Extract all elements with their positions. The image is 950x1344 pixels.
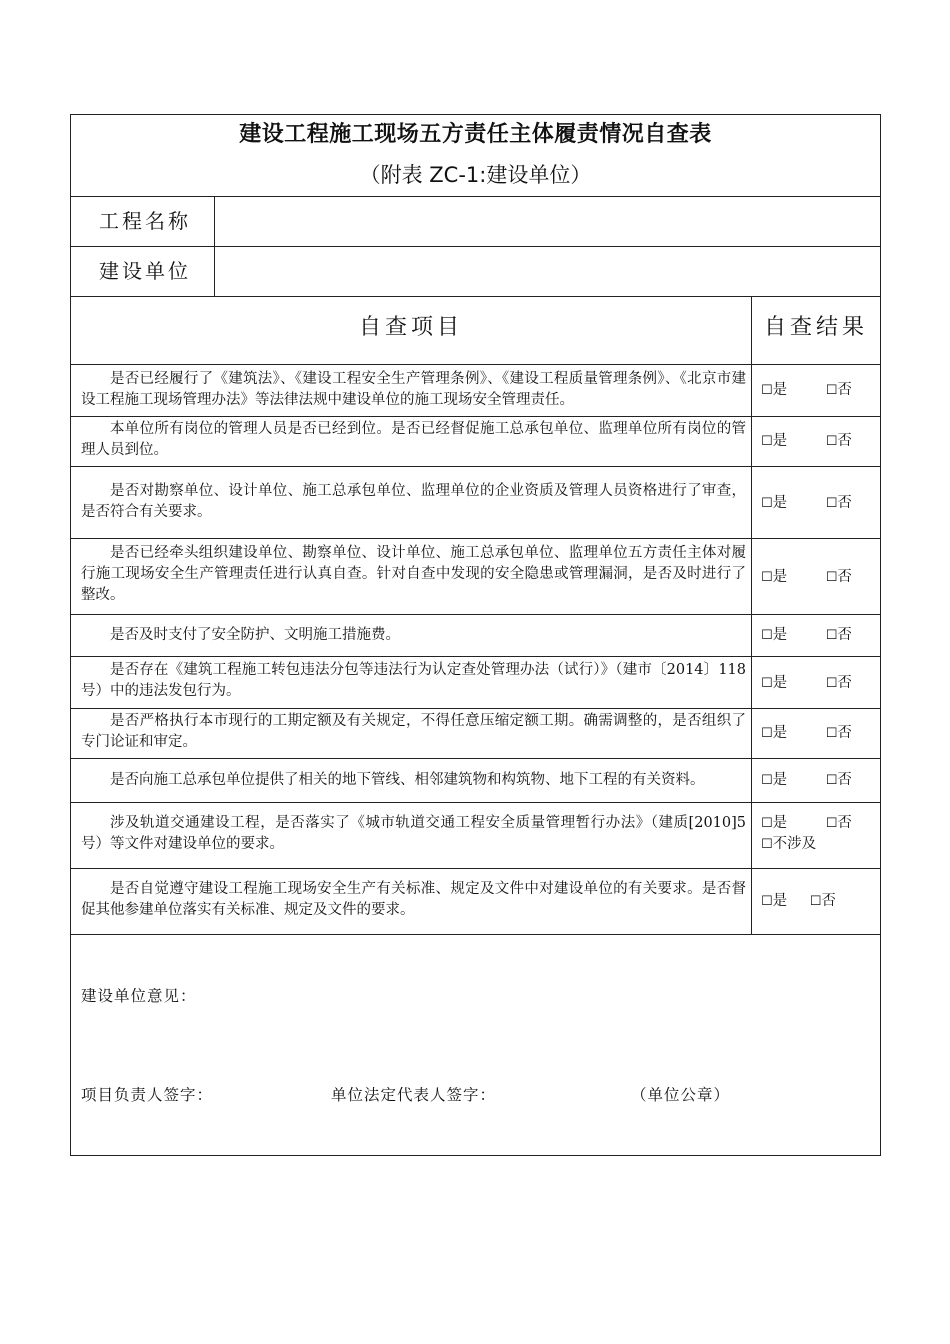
- project-name-label: 工程名称: [99, 209, 191, 233]
- result-cell: [761, 493, 876, 514]
- project-name-field[interactable]: [216, 198, 876, 244]
- no-option[interactable]: ☐否: [826, 380, 852, 401]
- opinion-label: 建设单位意见：: [81, 987, 197, 1005]
- yes-option[interactable]: ☐是: [761, 567, 787, 588]
- result-cell: [761, 891, 876, 912]
- check-item: 是否自觉遵守建设工程施工现场安全生产有关标准、规定及文件中对建设单位的有关要求。是否督促其他参建单位落实有关标准、规定及文件的要求。: [81, 881, 746, 918]
- form-subtitle: （附表 ZC-1:建设单位）: [359, 163, 592, 187]
- check-item: 是否已经履行了《建筑法》、《建设工程安全生产管理条例》、《建设工程质量管理条例》、《北京市建设工程施工现场管理办法》等法律法规中建设单位的施工现场安全管理责任。: [81, 371, 746, 408]
- result-cell: [761, 431, 876, 452]
- check-item: 是否向施工总承包单位提供了相关的地下管线、相邻建筑物和构筑物、地下工程的有关资料。: [110, 772, 705, 788]
- checkbox-icon: ☐: [825, 628, 838, 643]
- no-option[interactable]: ☐否: [810, 891, 836, 912]
- checkbox-icon: ☐: [825, 570, 838, 585]
- checkbox-icon: ☐: [825, 726, 838, 741]
- result-cell: [761, 813, 876, 855]
- result-cell: [761, 770, 876, 791]
- checkbox-icon: ☐: [761, 726, 773, 741]
- result-header: 自查结果: [763, 315, 868, 340]
- yes-option[interactable]: ☐是: [761, 493, 787, 514]
- pm-sign-label: 项目负责人签字：: [81, 1086, 214, 1104]
- result-cell: [761, 673, 876, 694]
- item-header: 自查项目: [358, 315, 463, 340]
- construction-unit-field[interactable]: [216, 248, 876, 294]
- result-cell: [761, 625, 876, 646]
- checkbox-icon: ☐: [809, 894, 822, 909]
- check-item: 是否严格执行本市现行的工期定额及有关规定，不得任意压缩定额工期。确需调整的，是否组织了专门论证和审定。: [81, 713, 746, 750]
- yes-option[interactable]: ☐是: [761, 891, 787, 912]
- yes-option[interactable]: ☐是: [761, 625, 787, 646]
- checkbox-icon: ☐: [761, 773, 773, 788]
- checkbox-icon: ☐: [825, 496, 838, 511]
- checkbox-icon: ☐: [761, 570, 773, 585]
- na-option[interactable]: ☐不涉及: [761, 834, 816, 855]
- no-option[interactable]: ☐否: [826, 431, 852, 452]
- yes-option[interactable]: ☐是: [761, 380, 787, 401]
- legal-rep-sign-label: 单位法定代表人签字：: [331, 1086, 497, 1104]
- check-item: 是否存在《建筑工程施工转包违法分包等违法行为认定查处管理办法（试行）》（建市〔2014〕118号）中的违法发包行为。: [81, 662, 746, 699]
- no-option[interactable]: ☐否: [826, 493, 852, 514]
- seal-label: （单位公章）: [631, 1086, 731, 1104]
- result-cell: [761, 380, 876, 401]
- form-title: 建设工程施工现场五方责任主体履责情况自查表: [239, 122, 712, 147]
- checkbox-icon: ☐: [761, 434, 773, 449]
- yes-option[interactable]: ☐是: [761, 770, 787, 791]
- yes-option[interactable]: ☐是: [761, 813, 787, 834]
- checkbox-icon: ☐: [761, 837, 773, 852]
- self-check-form: [70, 114, 881, 1156]
- check-item: 本单位所有岗位的管理人员是否已经到位。是否已经督促施工总承包单位、监理单位所有岗位的管理人员到位。: [81, 421, 746, 458]
- check-item: 涉及轨道交通建设工程，是否落实了《城市轨道交通工程安全质量管理暂行办法》（建质[2010]5号）等文件对建设单位的要求。: [81, 815, 746, 852]
- no-option[interactable]: ☐否: [826, 770, 852, 791]
- result-cell: [761, 723, 876, 744]
- checkbox-icon: ☐: [761, 383, 773, 398]
- checkbox-icon: ☐: [761, 628, 773, 643]
- checkbox-icon: ☐: [825, 676, 838, 691]
- result-cell: [761, 567, 876, 588]
- check-item: 是否已经牵头组织建设单位、勘察单位、设计单位、施工总承包单位、监理单位五方责任主体对履行施工现场安全生产管理责任进行认真自查。针对自查中发现的安全隐患或管理漏洞，是否及时进行了整改。: [81, 545, 746, 603]
- opinion-field[interactable]: [81, 1011, 871, 1071]
- checkbox-icon: ☐: [761, 816, 773, 831]
- no-option[interactable]: ☐否: [826, 813, 852, 834]
- no-option[interactable]: ☐否: [826, 723, 852, 744]
- checkbox-icon: ☐: [761, 676, 773, 691]
- check-item: 是否及时支付了安全防护、文明施工措施费。: [110, 627, 400, 643]
- no-option[interactable]: ☐否: [826, 673, 852, 694]
- checkbox-icon: ☐: [761, 496, 773, 511]
- yes-option[interactable]: ☐是: [761, 431, 787, 452]
- checkbox-icon: ☐: [825, 773, 838, 788]
- no-option[interactable]: ☐否: [826, 567, 852, 588]
- no-option[interactable]: ☐否: [826, 625, 852, 646]
- yes-option[interactable]: ☐是: [761, 723, 787, 744]
- construction-unit-label: 建设单位: [99, 259, 191, 283]
- checkbox-icon: ☐: [825, 383, 838, 398]
- yes-option[interactable]: ☐是: [761, 673, 787, 694]
- checkbox-icon: ☐: [825, 816, 838, 831]
- check-item: 是否对勘察单位、设计单位、施工总承包单位、监理单位的企业资质及管理人员资格进行了审查，是否符合有关要求。: [81, 483, 746, 520]
- checkbox-icon: ☐: [761, 894, 773, 909]
- checkbox-icon: ☐: [825, 434, 838, 449]
